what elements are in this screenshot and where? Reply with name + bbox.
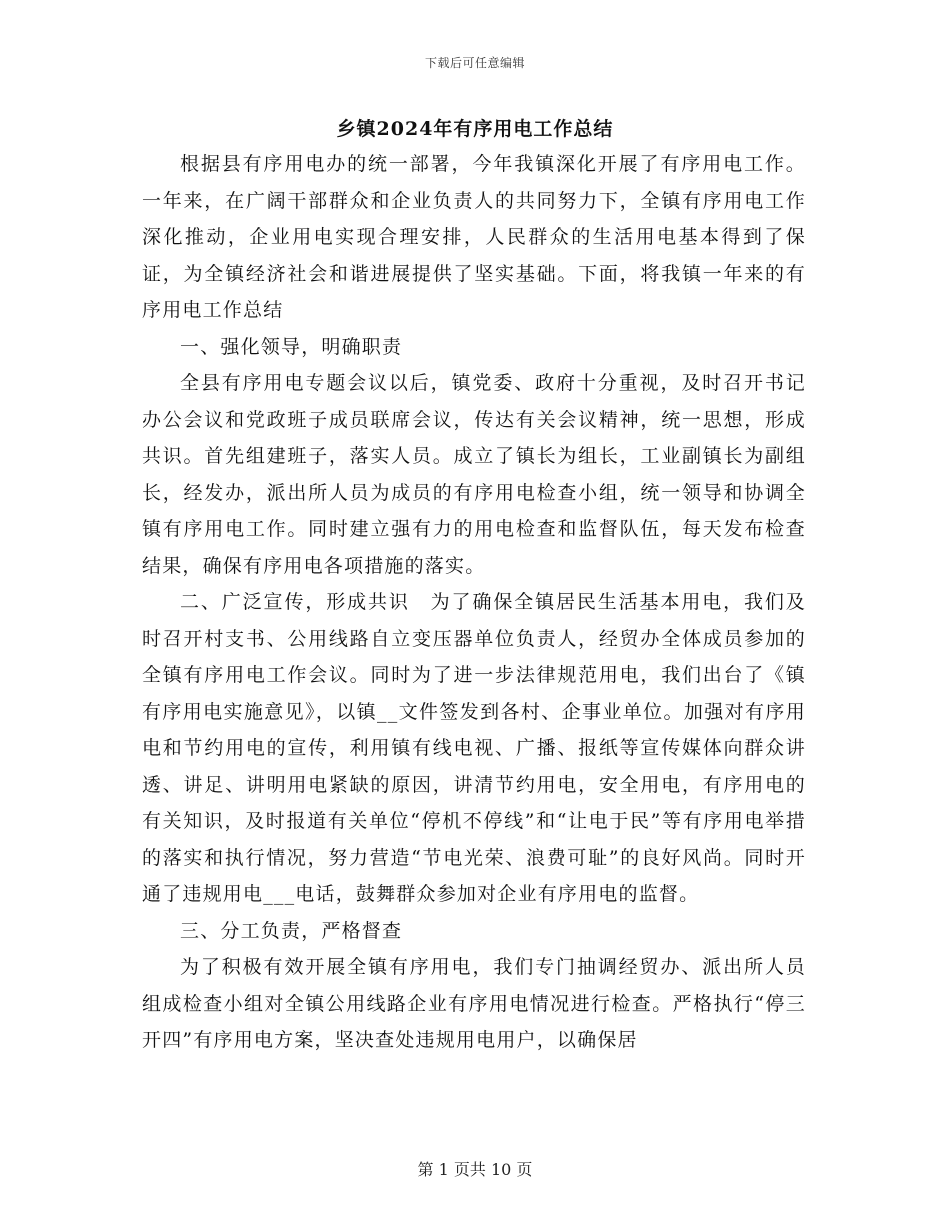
document-body xyxy=(142,146,806,1059)
section-heading-1: 一、强化领导，明确职责 xyxy=(180,335,403,358)
paragraph-section-1: 全县有序用电专题会议以后，镇党委、政府十分重视，及时召开书记办公会议和党政班子成员联席会议，传达有关会议精神，统一思想，形成共识。首先组建班子，落实人员。成立了镇长为组长，工业副镇长为副组长，经发办，派出所人员为成员的有序用电检查小组，统一领导和协调全镇有序用电工作。同时建立强有力的用电检查和监督队伍，每天发布检查结果，确保有序用电各项措施的落实。 xyxy=(142,372,806,577)
paragraph-section-3: 为了积极有效开展全镇有序用电，我们专门抽调经贸办、派出所人员组成检查小组对全镇公用线路企业有序用电情况进行检查。严格执行“停三开四”有序用电方案，坚决查处违规用电用户，以确保居 xyxy=(142,956,806,1051)
paragraph-section-2: 二、广泛宣传，形成共识 为了确保全镇居民生活基本用电，我们及时召开村支书、公用线路自立变压器单位负责人，经贸办全体成员参加的全镇有序用电工作会议。同时为了进一步法律规范用电，我们出台了《镇有序用电实施意见》，以镇__文件签发到各村、企事业单位。加强对有序用电和节约用电的宣传，利用镇有线电视、广播、报纸等宣传媒体向群众讲透、讲足、讲明用电紧缺的原因，讲清节约用电，安全用电，有序用电的有关知识，及时报道有关单位“停机不停线”和“让电于民”等有序用电举措的落实和执行情况，努力营造“节电光荣、浪费可耻”的良好风尚。同时开通了违规用电___电话，鼓舞群众参加对企业有序用电的监督。 xyxy=(142,591,806,905)
page-number-footer: 第 1 页共 10 页 xyxy=(417,1160,533,1179)
header-note: 下载后可任意编辑 xyxy=(424,56,525,70)
document-title: 乡镇2024年有序用电工作总结 xyxy=(336,118,614,140)
section-heading-3: 三、分工负责，严格督查 xyxy=(180,919,403,942)
paragraph-intro: 根据县有序用电办的统一部署，今年我镇深化开展了有序用电工作。一年来，在广阔干部群众和企业负责人的共同努力下，全镇有序用电工作深化推动，企业用电实现合理安排，人民群众的生活用电基本得到了保证，为全镇经济社会和谐进展提供了坚实基础。下面，将我镇一年来的有序用电工作总结 xyxy=(142,153,806,321)
